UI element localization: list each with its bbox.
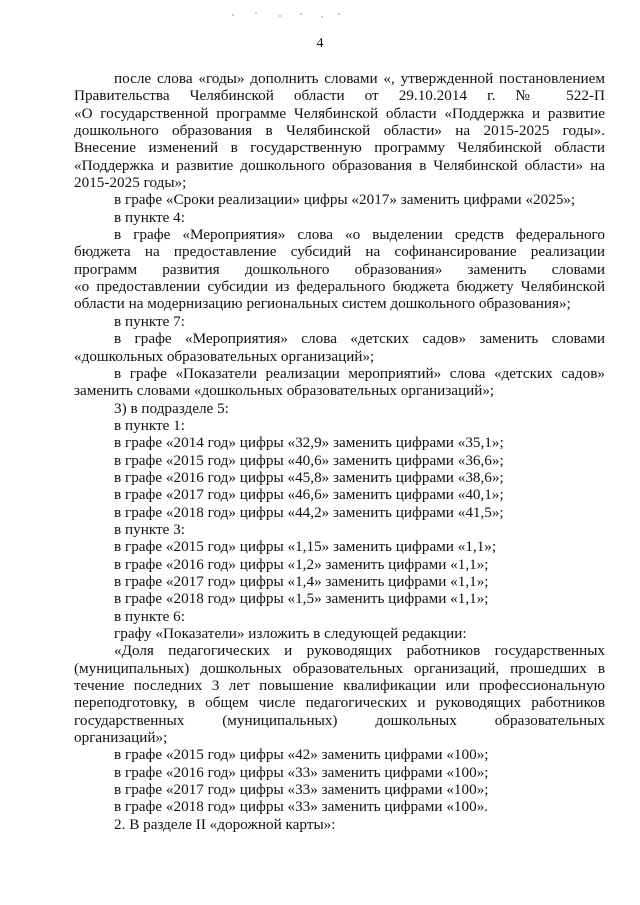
- text-line: графу «Показатели» изложить в следующей редакции:: [114, 625, 467, 642]
- text-line: в графе «2016 год» цифры «33» заменить цифрами «100»;: [114, 763, 489, 781]
- text-line: дошкольного образования в Челябинской области» на 2015-2025 годы».: [74, 122, 605, 140]
- paragraph: [74, 573, 605, 590]
- text-line: «Доля педагогических и руководящих работников государственных: [114, 642, 605, 660]
- text-line: в пункте 3:: [114, 520, 185, 538]
- scan-speck: [255, 12, 257, 14]
- text-line: «дошкольных образовательных организаций»;: [74, 347, 375, 365]
- paragraph: [74, 434, 605, 451]
- paragraph: [74, 764, 605, 781]
- text-line: в графе «2015 год» цифры «1,15» заменить цифрами «1,1»;: [114, 538, 497, 556]
- paragraph: [74, 209, 605, 226]
- text-line: «Поддержка и развитие дошкольного образования в Челябинской области» на: [74, 156, 605, 174]
- paragraph: [74, 313, 605, 330]
- text-line: в графе «Мероприятия» слова «о выделении средств федерального: [114, 226, 605, 244]
- text-line: в графе «Показатели реализации мероприятий» слова «детских садов»: [114, 364, 605, 382]
- text-line: государственных (муниципальных) дошкольных образовательных: [74, 711, 605, 729]
- paragraph: [74, 486, 605, 503]
- paragraph: [74, 400, 605, 417]
- text-line: в графе «Мероприятия» слова «детских садов» заменить словами: [114, 330, 605, 348]
- text-line: в графе «Сроки реализации» цифры «2017» заменить цифрами «2025»;: [114, 191, 576, 209]
- paragraph: [74, 330, 605, 365]
- text-line: в пункте 7:: [114, 312, 185, 330]
- scan-speck: [300, 13, 302, 15]
- paragraph: [74, 365, 605, 400]
- scan-speck: [279, 15, 281, 17]
- text-line: «О государственной программе Челябинской области «Поддержка и развитие: [74, 104, 605, 122]
- text-line: в графе «2015 год» цифры «42» заменить цифрами «100»;: [114, 746, 489, 764]
- text-line: в графе «2017 год» цифры «46,6» заменить цифрами «40,1»;: [114, 486, 504, 504]
- document-body: [74, 70, 605, 833]
- text-line: 2015-2025 годы»;: [74, 174, 187, 192]
- text-line: в графе «2018 год» цифры «33» заменить цифрами «100».: [114, 798, 489, 816]
- paragraph: [74, 504, 605, 521]
- text-line: в графе «2018 год» цифры «44,2» заменить цифрами «41,5»;: [114, 503, 504, 521]
- paragraph: [74, 191, 605, 208]
- text-line: в графе «2015 год» цифры «40,6» заменить цифрами «36,6»;: [114, 451, 504, 469]
- paragraph: [74, 70, 605, 191]
- text-line: переподготовку, в общем числе педагогических и руководящих работников: [74, 694, 605, 712]
- text-line: в графе «2016 год» цифры «45,8» заменить цифрами «38,6»;: [114, 468, 504, 486]
- paragraph: [74, 816, 605, 833]
- text-line: в графе «2017 год» цифры «1,4» заменить цифрами «1,1»;: [114, 572, 489, 590]
- text-line: программ развития дошкольного образования» заменить словами: [74, 260, 605, 278]
- text-line: области на модернизацию региональных систем дошкольного образования»;: [74, 295, 571, 313]
- text-line: течение последних 3 лет повышение квалификации или профессиональную: [74, 677, 605, 695]
- text-line: в пункте 6:: [114, 607, 185, 625]
- paragraph: [74, 608, 605, 625]
- text-line: в графе «2014 год» цифры «32,9» заменить цифрами «35,1»;: [114, 434, 504, 452]
- scan-speck: [232, 14, 234, 16]
- paragraph: [74, 452, 605, 469]
- text-line: бюджета на предоставление субсидий на софинансирование реализации: [74, 243, 605, 261]
- paragraph: [74, 798, 605, 815]
- text-line: (муниципальных) дошкольных образовательных организаций, прошедших в: [74, 659, 605, 677]
- text-line: после слова «годы» дополнить словами «, утвержденной постановлением: [114, 70, 605, 87]
- text-line: в графе «2018 год» цифры «1,5» заменить цифрами «1,1»;: [114, 590, 489, 608]
- paragraph: [74, 538, 605, 555]
- text-line: заменить словами «дошкольных образовательных организаций»;: [74, 382, 495, 400]
- paragraph: [74, 556, 605, 573]
- text-line: в графе «2016 год» цифры «1,2» заменить цифрами «1,1»;: [114, 555, 489, 573]
- scan-speck: [321, 16, 323, 18]
- paragraph: [74, 781, 605, 798]
- text-line: Внесение изменений в государственную программу Челябинской области: [74, 139, 605, 157]
- paragraph: [74, 625, 605, 642]
- paragraph: [74, 521, 605, 538]
- page-number: 4: [316, 36, 324, 51]
- paragraph: [74, 746, 605, 763]
- text-line: в пункте 1:: [114, 416, 185, 434]
- scan-speck: [338, 13, 340, 15]
- paragraph: [74, 590, 605, 607]
- text-line: в пункте 4:: [114, 208, 185, 226]
- text-line: в графе «2017 год» цифры «33» заменить цифрами «100»;: [114, 781, 489, 799]
- text-line: организаций»;: [74, 729, 168, 747]
- text-line: 3) в подразделе 5:: [114, 399, 229, 417]
- paragraph: [74, 417, 605, 434]
- text-line: 2. В разделе II «дорожной карты»:: [114, 815, 336, 833]
- paragraph: [74, 642, 605, 746]
- text-line: «о предоставлении субсидии из федерального бюджета бюджету Челябинской: [74, 278, 605, 296]
- paragraph: [74, 226, 605, 313]
- paragraph: [74, 469, 605, 486]
- text-line: Правительства Челябинской области от 29.10.2014 г. № 522-П: [74, 87, 605, 105]
